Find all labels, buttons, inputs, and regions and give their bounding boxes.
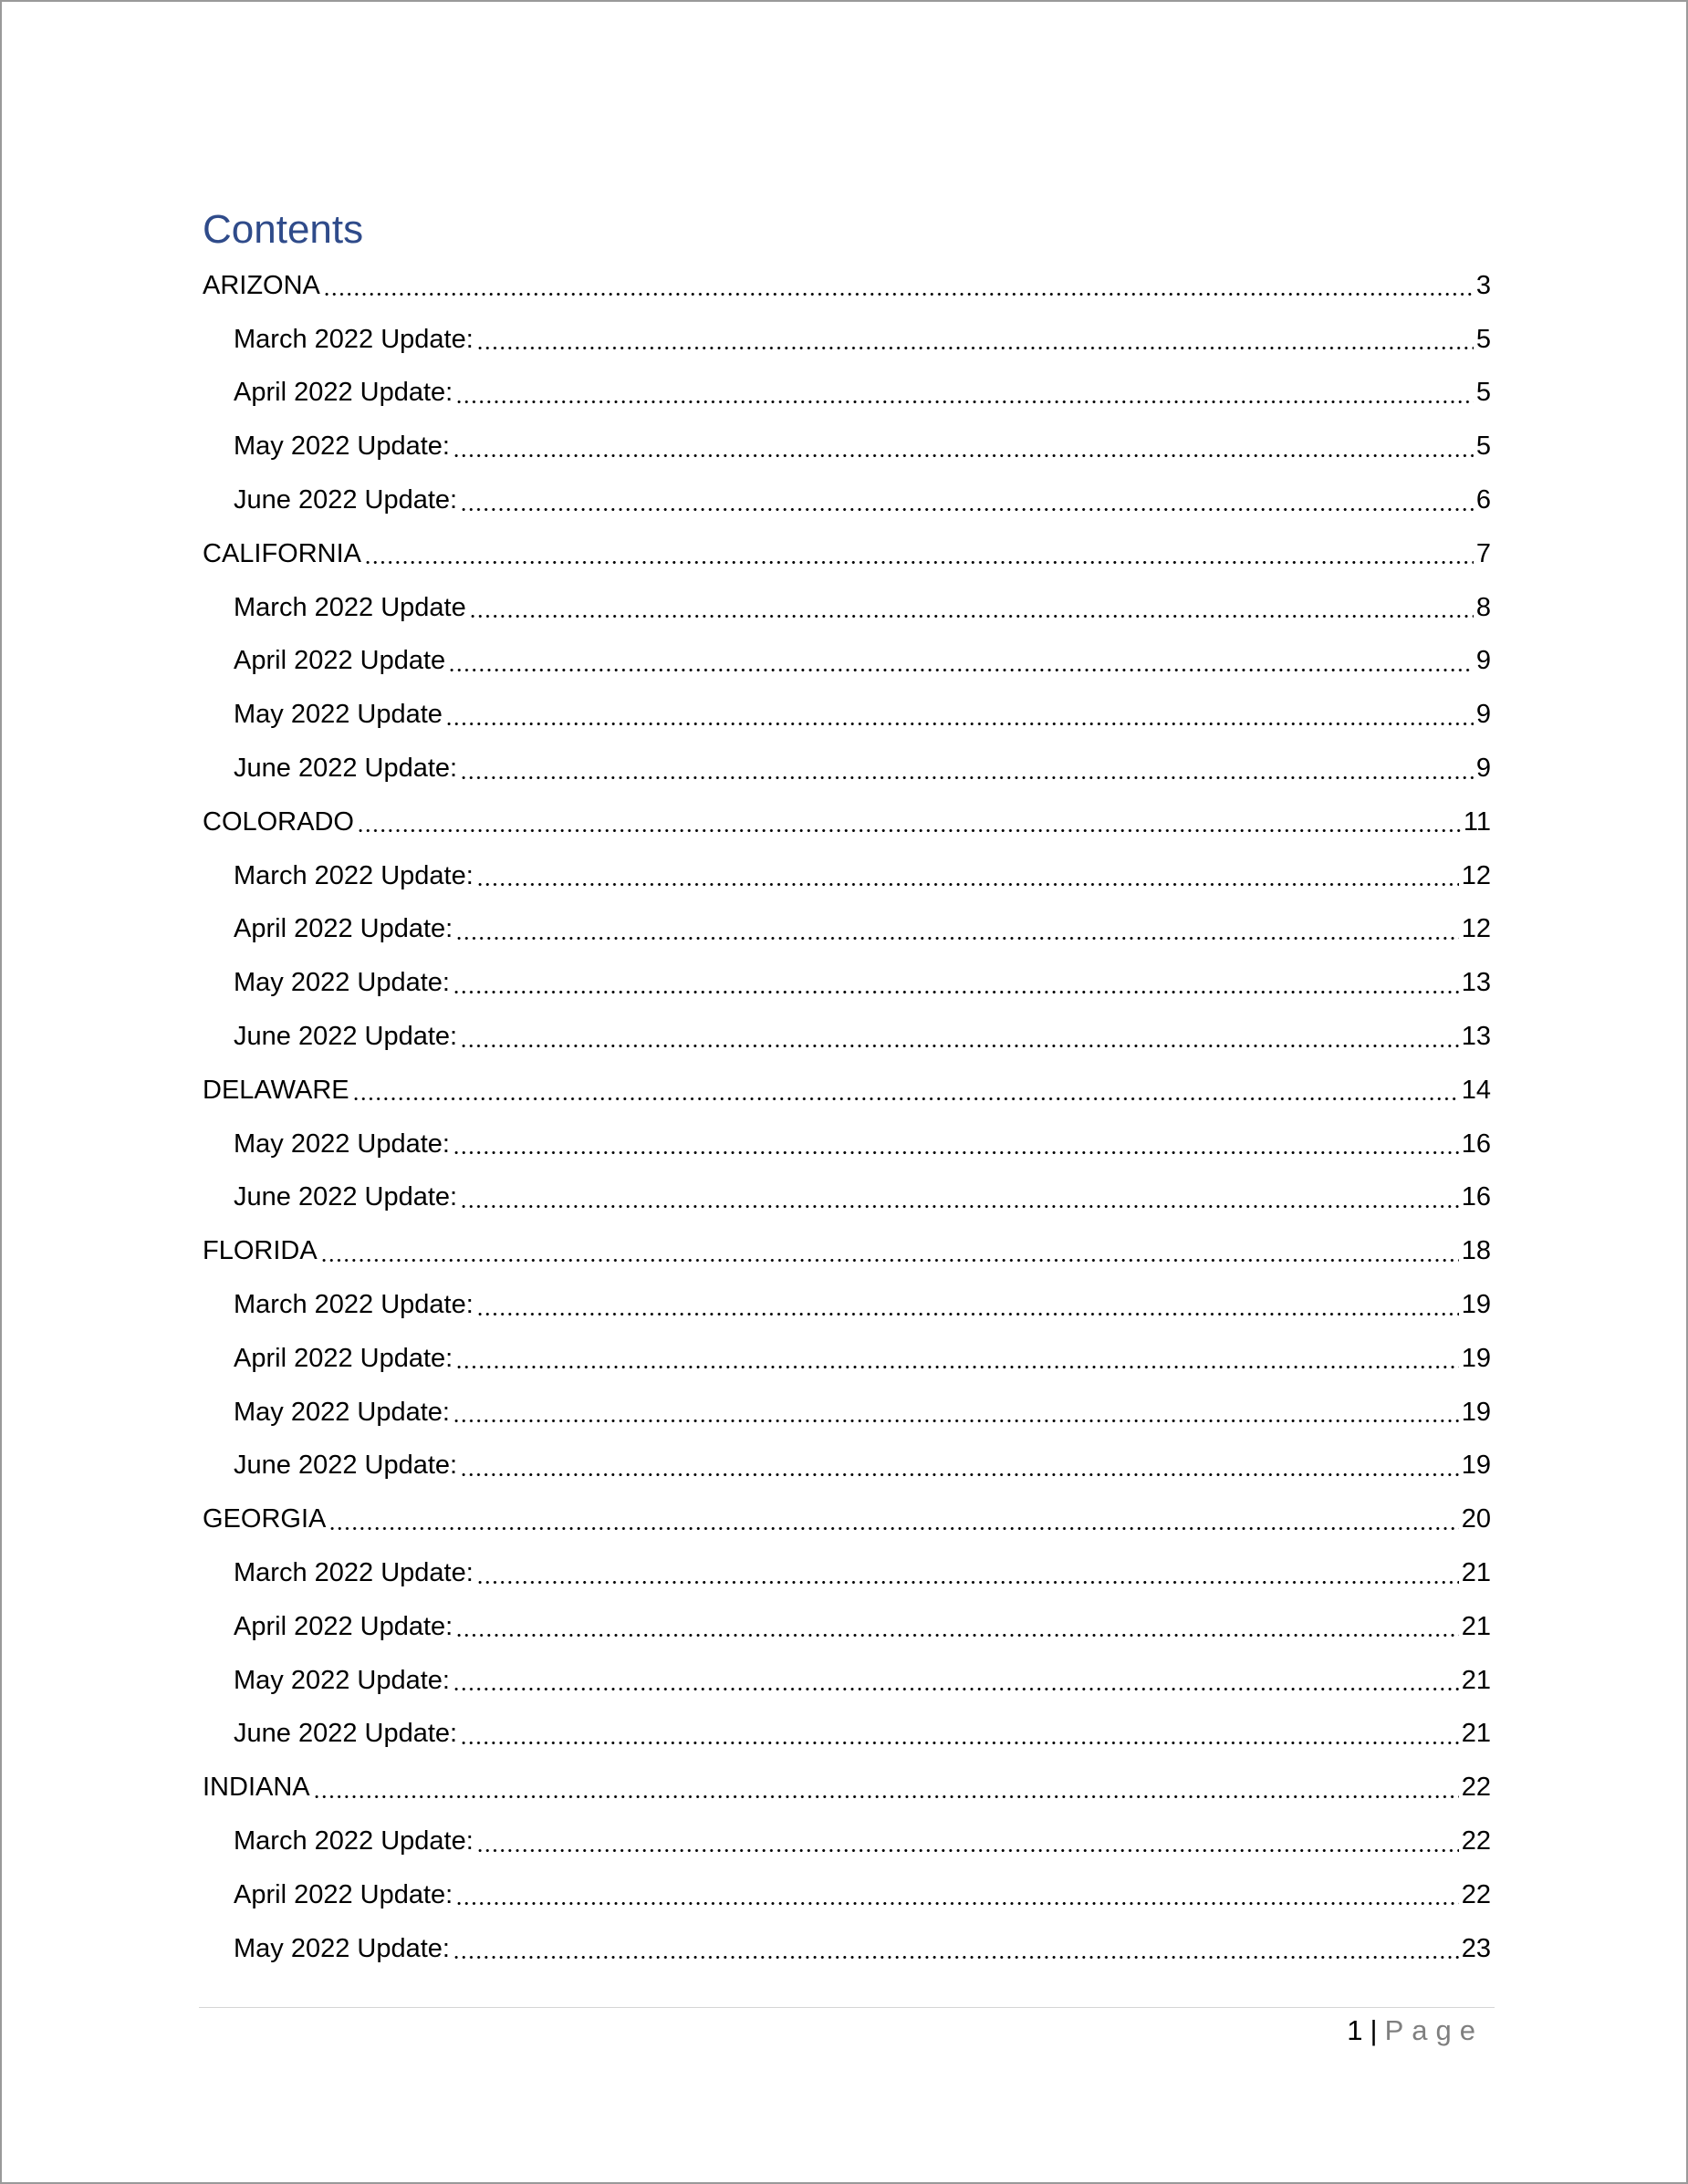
toc-dot-leader [455,1347,1459,1369]
toc-dot-leader [455,1884,1459,1906]
toc-entry-page-number: 20 [1461,1504,1491,1534]
footer-page-word: Page [1384,2014,1484,2046]
toc-subsection-entry[interactable] [203,742,1491,796]
toc-subsection-entry[interactable] [203,1440,1491,1493]
toc-entry-page-number: 22 [1461,1879,1491,1909]
toc-dot-leader [320,1241,1459,1263]
toc-entry-label: DELAWARE [203,1075,349,1105]
toc-entry-label: May 2022 Update: [234,432,450,462]
toc-subsection-entry[interactable] [203,635,1491,689]
toc-section-entry[interactable] [203,1064,1491,1118]
toc-subsection-entry[interactable] [203,1118,1491,1171]
footer-separator: | [1370,2014,1378,2046]
toc-subsection-entry[interactable] [203,1922,1491,1976]
toc-entry-page-number: 14 [1461,1075,1491,1105]
toc-entry-page-number: 13 [1461,968,1491,998]
toc-entry-label: April 2022 Update: [234,1879,453,1909]
toc-entry-label: INDIANA [203,1773,310,1803]
toc-entry-page-number: 18 [1461,1236,1491,1266]
toc-entry-label: April 2022 Update: [234,914,453,944]
toc-entry-label: May 2022 Update: [234,1397,450,1427]
toc-entry-label: May 2022 Update: [234,968,450,998]
toc-entry-label: April 2022 Update: [234,1343,453,1373]
toc-subsection-entry[interactable] [203,849,1491,903]
toc-entry-page-number: 13 [1461,1022,1491,1052]
toc-dot-leader [323,275,1474,296]
toc-dot-leader [455,382,1474,404]
toc-dot-leader [460,1026,1459,1048]
toc-entry-page-number: 19 [1461,1290,1491,1320]
toc-entry-label: CALIFORNIA [203,538,362,568]
toc-dot-leader [453,1133,1459,1155]
toc-subsection-entry[interactable] [203,1010,1491,1064]
toc-subsection-entry[interactable] [203,420,1491,473]
toc-entry-label: FLORIDA [203,1236,318,1266]
toc-subsection-entry[interactable] [203,1386,1491,1440]
toc-dot-leader [460,490,1474,512]
toc-dot-leader [352,1079,1459,1101]
toc-entry-label: May 2022 Update: [234,1128,450,1159]
toc-subsection-entry[interactable] [203,956,1491,1010]
toc-dot-leader [445,704,1474,726]
toc-entry-label: June 2022 Update: [234,1451,458,1481]
footer-page-number: 1 [1347,2014,1363,2046]
toc-entry-label: March 2022 Update: [234,324,474,354]
toc-section-entry[interactable] [203,1224,1491,1278]
toc-subsection-entry[interactable] [203,581,1491,635]
toc-dot-leader [313,1777,1459,1799]
toc-entry-page-number: 9 [1475,700,1491,730]
toc-subsection-entry[interactable] [203,1600,1491,1654]
toc-section-entry[interactable] [203,259,1491,313]
toc-entry-page-number: 21 [1461,1611,1491,1641]
toc-dot-leader [476,865,1459,887]
toc-entry-label: May 2022 Update: [234,1933,450,1963]
toc-entry-page-number: 5 [1475,378,1491,408]
toc-entry-label: April 2022 Update: [234,378,453,408]
toc-title: Contents [203,207,364,252]
toc-entry-label: March 2022 Update: [234,1558,474,1588]
toc-entry-label: ARIZONA [203,270,320,300]
toc-subsection-entry[interactable] [203,1171,1491,1225]
toc-section-entry[interactable] [203,1492,1491,1546]
toc-subsection-entry[interactable] [203,903,1491,957]
toc-dot-leader [469,597,1474,619]
toc-dot-leader [455,1616,1459,1638]
toc-entry-page-number: 22 [1461,1773,1491,1803]
page-footer [1347,2011,1484,2051]
toc-dot-leader [460,758,1474,780]
toc-entry-label: COLORADO [203,806,354,837]
toc-subsection-entry[interactable] [203,1815,1491,1868]
toc-dot-leader [476,1831,1459,1853]
toc-entry-page-number: 21 [1461,1558,1491,1588]
toc-entry-page-number: 16 [1461,1128,1491,1159]
toc-subsection-entry[interactable] [203,1654,1491,1708]
toc-entry-label: June 2022 Update: [234,1182,458,1212]
toc-entry-page-number: 5 [1475,432,1491,462]
toc-section-entry[interactable] [203,1761,1491,1815]
toc-entry-page-number: 8 [1475,592,1491,622]
toc-entry-label: June 2022 Update: [234,754,458,784]
toc-entry-page-number: 19 [1461,1397,1491,1427]
toc-dot-leader [455,919,1459,941]
toc-entry-label: GEORGIA [203,1504,327,1534]
toc-dot-leader [448,650,1474,672]
toc-entry-label: June 2022 Update: [234,485,458,515]
toc-entry-label: May 2022 Update [234,700,443,730]
toc-entry-label: March 2022 Update: [234,1826,474,1856]
toc-subsection-entry[interactable] [203,688,1491,742]
toc-subsection-entry[interactable] [203,313,1491,367]
toc-dot-leader [453,1669,1459,1691]
toc-entry-page-number: 5 [1475,324,1491,354]
footer-divider [199,2007,1495,2008]
table-of-contents [203,259,1491,1976]
toc-entry-label: May 2022 Update: [234,1665,450,1695]
toc-entry-page-number: 19 [1461,1451,1491,1481]
toc-entry-page-number: 3 [1475,270,1491,300]
toc-subsection-entry[interactable] [203,473,1491,527]
toc-entry-label: March 2022 Update: [234,860,474,890]
toc-entry-label: March 2022 Update: [234,1290,474,1320]
toc-entry-page-number: 9 [1475,754,1491,784]
toc-section-entry[interactable] [203,527,1491,581]
toc-entry-label: June 2022 Update: [234,1719,458,1749]
toc-dot-leader [453,972,1459,994]
toc-entry-page-number: 9 [1475,646,1491,676]
toc-entry-page-number: 7 [1475,538,1491,568]
toc-dot-leader [328,1509,1458,1531]
toc-entry-page-number: 6 [1475,485,1491,515]
toc-entry-page-number: 22 [1461,1826,1491,1856]
toc-dot-leader [460,1455,1459,1477]
toc-subsection-entry[interactable] [203,1546,1491,1600]
toc-entry-page-number: 21 [1461,1719,1491,1749]
toc-entry-page-number: 12 [1461,860,1491,890]
toc-subsection-entry[interactable] [203,1708,1491,1762]
toc-section-entry[interactable] [203,796,1491,849]
toc-entry-label: June 2022 Update: [234,1022,458,1052]
toc-subsection-entry[interactable] [203,1332,1491,1386]
toc-entry-page-number: 16 [1461,1182,1491,1212]
toc-entry-page-number: 21 [1461,1665,1491,1695]
toc-dot-leader [476,1563,1459,1585]
toc-dot-leader [453,436,1474,458]
toc-entry-page-number: 11 [1463,806,1491,837]
toc-dot-leader [357,811,1461,833]
toc-entry-page-number: 12 [1461,914,1491,944]
toc-dot-leader [476,1295,1459,1316]
toc-subsection-entry[interactable] [203,367,1491,421]
toc-dot-leader [476,328,1474,350]
toc-dot-leader [460,1723,1459,1745]
toc-entry-page-number: 19 [1461,1343,1491,1373]
toc-dot-leader [453,1401,1459,1423]
toc-entry-label: March 2022 Update [234,592,466,622]
toc-entry-label: April 2022 Update: [234,1611,453,1641]
toc-dot-leader [460,1187,1459,1209]
toc-subsection-entry[interactable] [203,1278,1491,1332]
toc-dot-leader [453,1938,1459,1960]
toc-dot-leader [364,543,1474,565]
toc-entry-page-number: 23 [1461,1933,1491,1963]
toc-subsection-entry[interactable] [203,1868,1491,1922]
toc-entry-label: April 2022 Update [234,646,446,676]
